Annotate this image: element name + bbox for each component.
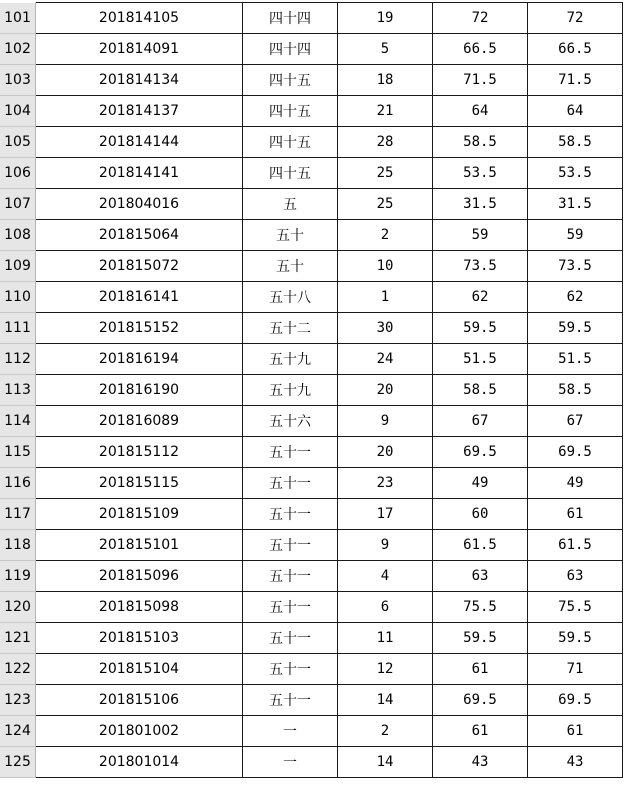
row-header[interactable]: 120 xyxy=(0,592,36,623)
cell-seat-number[interactable]: 28 xyxy=(338,127,433,158)
cell-seat-number[interactable]: 1 xyxy=(338,282,433,313)
cell-score-b[interactable]: 75.5 xyxy=(528,592,623,623)
cell-class-name[interactable]: 五十二 xyxy=(243,313,338,344)
cell-score-a[interactable]: 59.5 xyxy=(433,313,528,344)
row-header[interactable]: 109 xyxy=(0,251,36,282)
table-row xyxy=(0,499,623,530)
cell-student-id[interactable]: 201814144 xyxy=(36,127,243,158)
cell-class-name[interactable]: 五十一 xyxy=(243,468,338,499)
cell-score-a[interactable]: 31.5 xyxy=(433,189,528,220)
cell-seat-number[interactable]: 20 xyxy=(338,437,433,468)
cell-seat-number[interactable]: 14 xyxy=(338,685,433,716)
cell-score-b[interactable]: 61 xyxy=(528,499,623,530)
cell-score-a[interactable]: 58.5 xyxy=(433,375,528,406)
cell-class-name[interactable]: 四十五 xyxy=(243,127,338,158)
cell-seat-number[interactable]: 20 xyxy=(338,375,433,406)
cell-class-name[interactable]: 五十一 xyxy=(243,561,338,592)
cell-student-id[interactable]: 201815103 xyxy=(36,623,243,654)
table-row xyxy=(0,375,623,406)
cell-score-b[interactable]: 31.5 xyxy=(528,189,623,220)
cell-score-a[interactable]: 61 xyxy=(433,654,528,685)
data-table xyxy=(0,2,623,778)
table-row xyxy=(0,530,623,561)
table-row xyxy=(0,561,623,592)
cell-score-a[interactable]: 49 xyxy=(433,468,528,499)
cell-student-id[interactable]: 201815098 xyxy=(36,592,243,623)
row-header[interactable]: 115 xyxy=(0,437,36,468)
cell-score-a[interactable]: 43 xyxy=(433,747,528,778)
cell-seat-number[interactable]: 18 xyxy=(338,65,433,96)
cell-seat-number[interactable]: 2 xyxy=(338,716,433,747)
row-header[interactable]: 110 xyxy=(0,282,36,313)
cell-score-a[interactable]: 62 xyxy=(433,282,528,313)
table-row xyxy=(0,158,623,189)
cell-score-b[interactable]: 64 xyxy=(528,96,623,127)
cell-score-b[interactable]: 62 xyxy=(528,282,623,313)
cell-score-b[interactable]: 53.5 xyxy=(528,158,623,189)
row-header[interactable]: 119 xyxy=(0,561,36,592)
table-row xyxy=(0,34,623,65)
row-header[interactable]: 122 xyxy=(0,654,36,685)
cell-score-a[interactable]: 73.5 xyxy=(433,251,528,282)
cell-class-name[interactable]: 四十五 xyxy=(243,96,338,127)
cell-student-id[interactable]: 201814105 xyxy=(36,3,243,34)
cell-student-id[interactable]: 201815096 xyxy=(36,561,243,592)
cell-score-b[interactable]: 51.5 xyxy=(528,344,623,375)
row-header[interactable]: 112 xyxy=(0,344,36,375)
row-header[interactable]: 111 xyxy=(0,313,36,344)
row-header[interactable]: 113 xyxy=(0,375,36,406)
cell-seat-number[interactable]: 10 xyxy=(338,251,433,282)
cell-student-id[interactable]: 201814137 xyxy=(36,96,243,127)
cell-score-a[interactable]: 61.5 xyxy=(433,530,528,561)
cell-score-b[interactable]: 73.5 xyxy=(528,251,623,282)
cell-seat-number[interactable]: 5 xyxy=(338,34,433,65)
cell-class-name[interactable]: 五十一 xyxy=(243,685,338,716)
cell-seat-number[interactable]: 21 xyxy=(338,96,433,127)
row-header[interactable]: 117 xyxy=(0,499,36,530)
cell-student-id[interactable]: 201816141 xyxy=(36,282,243,313)
row-header[interactable]: 103 xyxy=(0,65,36,96)
cell-score-a[interactable]: 69.5 xyxy=(433,685,528,716)
cell-score-b[interactable]: 69.5 xyxy=(528,685,623,716)
cell-student-id[interactable]: 201816194 xyxy=(36,344,243,375)
table-row xyxy=(0,65,623,96)
table-row xyxy=(0,282,623,313)
row-header[interactable]: 121 xyxy=(0,623,36,654)
cell-score-a[interactable]: 71.5 xyxy=(433,65,528,96)
cell-seat-number[interactable]: 4 xyxy=(338,561,433,592)
cell-class-name[interactable]: 一 xyxy=(243,747,338,778)
cell-student-id[interactable]: 201815104 xyxy=(36,654,243,685)
cell-student-id[interactable]: 201815109 xyxy=(36,499,243,530)
cell-score-a[interactable]: 66.5 xyxy=(433,34,528,65)
row-header[interactable]: 106 xyxy=(0,158,36,189)
cell-class-name[interactable]: 四十五 xyxy=(243,65,338,96)
cell-class-name[interactable]: 五十九 xyxy=(243,344,338,375)
row-header[interactable]: 116 xyxy=(0,468,36,499)
cell-class-name[interactable]: 五十 xyxy=(243,251,338,282)
table-row xyxy=(0,220,623,251)
cell-score-b[interactable]: 43 xyxy=(528,747,623,778)
cell-score-b[interactable]: 66.5 xyxy=(528,34,623,65)
row-header[interactable]: 123 xyxy=(0,685,36,716)
cell-seat-number[interactable]: 11 xyxy=(338,623,433,654)
table-body xyxy=(0,3,623,778)
cell-class-name[interactable]: 五 xyxy=(243,189,338,220)
cell-score-a[interactable]: 75.5 xyxy=(433,592,528,623)
cell-score-b[interactable]: 67 xyxy=(528,406,623,437)
cell-score-b[interactable]: 69.5 xyxy=(528,437,623,468)
cell-seat-number[interactable]: 9 xyxy=(338,530,433,561)
row-header[interactable]: 102 xyxy=(0,34,36,65)
cell-student-id[interactable]: 201815072 xyxy=(36,251,243,282)
cell-score-b[interactable]: 71.5 xyxy=(528,65,623,96)
cell-class-name[interactable]: 五十九 xyxy=(243,375,338,406)
cell-score-a[interactable]: 59 xyxy=(433,220,528,251)
cell-score-a[interactable]: 72 xyxy=(433,3,528,34)
cell-class-name[interactable]: 四十四 xyxy=(243,34,338,65)
cell-class-name[interactable]: 五十一 xyxy=(243,623,338,654)
cell-seat-number[interactable]: 24 xyxy=(338,344,433,375)
cell-seat-number[interactable]: 9 xyxy=(338,406,433,437)
cell-score-b[interactable]: 58.5 xyxy=(528,375,623,406)
cell-score-a[interactable]: 67 xyxy=(433,406,528,437)
cell-class-name[interactable]: 五十 xyxy=(243,220,338,251)
row-header[interactable]: 105 xyxy=(0,127,36,158)
table-row xyxy=(0,3,623,34)
cell-seat-number[interactable]: 14 xyxy=(338,747,433,778)
cell-class-name[interactable]: 五十一 xyxy=(243,654,338,685)
table-row xyxy=(0,592,623,623)
cell-score-a[interactable]: 63 xyxy=(433,561,528,592)
cell-student-id[interactable]: 201814134 xyxy=(36,65,243,96)
cell-score-b[interactable]: 71 xyxy=(528,654,623,685)
table-row xyxy=(0,747,623,778)
cell-score-b[interactable]: 63 xyxy=(528,561,623,592)
cell-seat-number[interactable]: 12 xyxy=(338,654,433,685)
row-header[interactable]: 101 xyxy=(0,3,36,34)
cell-student-id[interactable]: 201814091 xyxy=(36,34,243,65)
table-row xyxy=(0,406,623,437)
cell-class-name[interactable]: 五十一 xyxy=(243,592,338,623)
table-row xyxy=(0,189,623,220)
cell-student-id[interactable]: 201801002 xyxy=(36,716,243,747)
cell-student-id[interactable]: 201816089 xyxy=(36,406,243,437)
table-row xyxy=(0,437,623,468)
cell-score-b[interactable]: 59.5 xyxy=(528,313,623,344)
cell-score-b[interactable]: 49 xyxy=(528,468,623,499)
row-header[interactable]: 108 xyxy=(0,220,36,251)
table-row xyxy=(0,96,623,127)
cell-score-b[interactable]: 58.5 xyxy=(528,127,623,158)
cell-score-a[interactable]: 51.5 xyxy=(433,344,528,375)
cell-student-id[interactable]: 201815152 xyxy=(36,313,243,344)
cell-student-id[interactable]: 201815064 xyxy=(36,220,243,251)
cell-class-name[interactable]: 五十一 xyxy=(243,499,338,530)
cell-score-a[interactable]: 69.5 xyxy=(433,437,528,468)
row-header[interactable]: 107 xyxy=(0,189,36,220)
cell-score-b[interactable]: 59.5 xyxy=(528,623,623,654)
cell-student-id[interactable]: 201815112 xyxy=(36,437,243,468)
table-row xyxy=(0,313,623,344)
table-row xyxy=(0,623,623,654)
cell-score-b[interactable]: 61.5 xyxy=(528,530,623,561)
table-row xyxy=(0,716,623,747)
cell-score-b[interactable]: 72 xyxy=(528,3,623,34)
row-header[interactable]: 118 xyxy=(0,530,36,561)
cell-class-name[interactable]: 五十八 xyxy=(243,282,338,313)
cell-student-id[interactable]: 201804016 xyxy=(36,189,243,220)
cell-score-a[interactable]: 61 xyxy=(433,716,528,747)
cell-class-name[interactable]: 四十四 xyxy=(243,3,338,34)
table-row xyxy=(0,127,623,158)
cell-seat-number[interactable]: 25 xyxy=(338,158,433,189)
cell-score-a[interactable]: 60 xyxy=(433,499,528,530)
cell-score-a[interactable]: 53.5 xyxy=(433,158,528,189)
cell-seat-number[interactable]: 2 xyxy=(338,220,433,251)
cell-student-id[interactable]: 201815106 xyxy=(36,685,243,716)
cell-seat-number[interactable]: 25 xyxy=(338,189,433,220)
cell-score-b[interactable]: 59 xyxy=(528,220,623,251)
cell-class-name[interactable]: 一 xyxy=(243,716,338,747)
cell-seat-number[interactable]: 6 xyxy=(338,592,433,623)
cell-score-b[interactable]: 61 xyxy=(528,716,623,747)
table-row xyxy=(0,344,623,375)
cell-student-id[interactable]: 201814141 xyxy=(36,158,243,189)
cell-score-a[interactable]: 58.5 xyxy=(433,127,528,158)
cell-class-name[interactable]: 五十一 xyxy=(243,530,338,561)
row-header[interactable]: 114 xyxy=(0,406,36,437)
cell-score-a[interactable]: 64 xyxy=(433,96,528,127)
table-row xyxy=(0,468,623,499)
table-row xyxy=(0,654,623,685)
cell-student-id[interactable]: 201815101 xyxy=(36,530,243,561)
cell-student-id[interactable]: 201801014 xyxy=(36,747,243,778)
cell-seat-number[interactable]: 17 xyxy=(338,499,433,530)
row-header[interactable]: 124 xyxy=(0,716,36,747)
cell-seat-number[interactable]: 30 xyxy=(338,313,433,344)
cell-class-name[interactable]: 四十五 xyxy=(243,158,338,189)
row-header[interactable]: 104 xyxy=(0,96,36,127)
table-row xyxy=(0,251,623,282)
cell-class-name[interactable]: 五十六 xyxy=(243,406,338,437)
cell-score-a[interactable]: 59.5 xyxy=(433,623,528,654)
cell-class-name[interactable]: 五十一 xyxy=(243,437,338,468)
table-row xyxy=(0,685,623,716)
row-header[interactable]: 125 xyxy=(0,747,36,778)
cell-student-id[interactable]: 201816190 xyxy=(36,375,243,406)
cell-seat-number[interactable]: 23 xyxy=(338,468,433,499)
cell-seat-number[interactable]: 19 xyxy=(338,3,433,34)
cell-student-id[interactable]: 201815115 xyxy=(36,468,243,499)
